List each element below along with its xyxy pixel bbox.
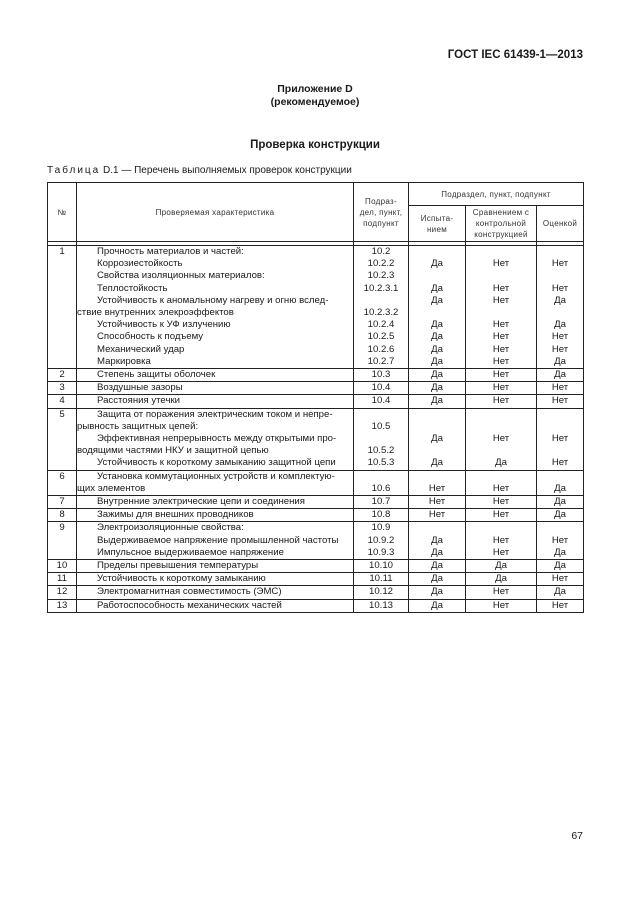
- row-number: 7: [48, 496, 77, 509]
- row-number: 3: [48, 382, 77, 395]
- table-row: [48, 470, 584, 495]
- subsection-value: 10.2.3.1: [363, 282, 399, 294]
- characteristic-line: Теплостойкость: [97, 282, 168, 294]
- comparison-value: Нет: [492, 331, 510, 343]
- row-number: 9: [48, 522, 77, 560]
- test-cell: [409, 369, 466, 382]
- comparison-value: Нет: [492, 534, 510, 546]
- characteristic-cell: [77, 509, 354, 522]
- assessment-value: Да: [554, 482, 566, 494]
- subsection-value: 10.10: [368, 560, 393, 572]
- characteristic-line: Зажимы для внешних проводников: [97, 509, 254, 521]
- test-value: Да: [431, 433, 443, 445]
- subsection-value: [354, 409, 408, 421]
- test-value: Да: [431, 319, 443, 331]
- assessment-value: Да: [554, 586, 566, 598]
- characteristic-line: щих элементов: [77, 482, 146, 494]
- subsection-cell: [354, 369, 409, 382]
- assessment-value: Да: [554, 496, 566, 508]
- subsection-value: 10.4: [371, 382, 391, 394]
- test-cell: [409, 395, 466, 408]
- subsection-value: 10.5: [371, 420, 391, 432]
- characteristic-line: Устойчивость к аномальному нагреву и огню вслед-: [97, 294, 329, 306]
- characteristic-line: Маркировка: [97, 355, 151, 367]
- row-number: 5: [48, 408, 77, 470]
- comparison-value: Нет: [492, 599, 510, 611]
- test-value: Да: [431, 282, 443, 294]
- characteristic-cell: [77, 408, 354, 470]
- characteristic-line: ствие внутренних элекроэффектов: [77, 307, 234, 319]
- characteristic-cell: [77, 382, 354, 395]
- comparison-value: [466, 307, 536, 319]
- comparison-value: Нет: [492, 395, 510, 407]
- subsection-cell: [354, 395, 409, 408]
- test-cell: [409, 408, 466, 470]
- comparison-cell: [466, 369, 537, 382]
- characteristic-line: водящими частями НКУ и защитной цепью: [77, 445, 269, 457]
- comparison-cell: [466, 408, 537, 470]
- subsection-value: 10.5.3: [367, 457, 395, 469]
- subsection-value: 10.7: [371, 496, 391, 508]
- assessment-value: Нет: [551, 331, 569, 343]
- assessment-value: Да: [554, 369, 566, 381]
- test-cell: [409, 586, 466, 599]
- assessment-cell: [537, 496, 584, 509]
- test-value: Да: [431, 382, 443, 394]
- table-caption-label: D.1 — Перечень выполняемых проверок конструкции: [103, 165, 352, 176]
- test-cell: [409, 382, 466, 395]
- row-number: 8: [48, 509, 77, 522]
- characteristic-line: Эффективная непрерывность между открытыми про-: [97, 433, 337, 445]
- appendix-subtitle: (рекомендуемое): [270, 96, 360, 108]
- comparison-value: Нет: [492, 382, 510, 394]
- characteristic-cell: [77, 246, 354, 369]
- subsection-cell: [354, 470, 409, 495]
- test-value: Да: [431, 343, 443, 355]
- characteristic-line: Работоспособность механических частей: [97, 599, 282, 611]
- assessment-cell: [537, 560, 584, 573]
- test-value: [409, 246, 465, 258]
- characteristic-line: Свойства изоляционных материалов:: [97, 270, 265, 282]
- subsection-value: 10.2.6: [367, 343, 395, 355]
- comparison-value: Нет: [492, 496, 510, 508]
- assessment-value: [537, 409, 583, 421]
- test-value: [409, 421, 465, 433]
- row-number: 4: [48, 395, 77, 408]
- test-value: Да: [431, 457, 443, 469]
- table-row: [48, 246, 584, 369]
- assessment-cell: [537, 522, 584, 560]
- characteristic-line: Устойчивость к короткому замыканию защитной цепи: [97, 457, 336, 469]
- test-value: Да: [431, 355, 443, 367]
- subsection-cell: [354, 573, 409, 586]
- assessment-value: [537, 471, 583, 483]
- test-value: Да: [431, 369, 443, 381]
- assessment-value: Нет: [551, 282, 569, 294]
- characteristic-cell: [77, 522, 354, 560]
- comparison-value: Нет: [492, 509, 510, 521]
- subsection-value: 10.4: [371, 395, 391, 407]
- subsection-cell: [354, 382, 409, 395]
- row-number: 11: [48, 573, 77, 586]
- subsection-value: 10.6: [371, 482, 391, 494]
- characteristic-line: Импульсное выдерживаемое напряжение: [97, 546, 284, 558]
- header-subsection: Подраз-дел, пункт, подпункт: [354, 183, 409, 242]
- assessment-value: Да: [554, 509, 566, 521]
- assessment-cell: [537, 470, 584, 495]
- assessment-value: Да: [554, 319, 566, 331]
- comparison-cell: [466, 599, 537, 612]
- subsection-value: 10.11: [369, 573, 393, 585]
- subsection-value: 10.2: [371, 246, 391, 257]
- test-value: Нет: [428, 496, 446, 508]
- table-row: [48, 522, 584, 560]
- comparison-cell: [466, 395, 537, 408]
- test-value: Да: [431, 560, 443, 572]
- test-value: Да: [431, 258, 443, 270]
- subsection-value: 10.13: [368, 599, 393, 611]
- comparison-value: Нет: [492, 282, 510, 294]
- test-cell: [409, 496, 466, 509]
- table-row: [48, 560, 584, 573]
- assessment-cell: [537, 586, 584, 599]
- subsection-cell: [354, 522, 409, 560]
- characteristic-line: Коррозиестойкость: [97, 258, 183, 270]
- test-cell: [409, 246, 466, 369]
- test-cell: [409, 599, 466, 612]
- test-value: [409, 522, 465, 534]
- comparison-value: Нет: [492, 258, 510, 270]
- test-value: [409, 409, 465, 421]
- row-number: 2: [48, 369, 77, 382]
- characteristic-cell: [77, 395, 354, 408]
- characteristic-line: Расстояния утечки: [97, 395, 180, 407]
- comparison-cell: [466, 496, 537, 509]
- assessment-value: [537, 307, 583, 319]
- assessment-value: [537, 522, 583, 534]
- characteristic-line: Способность к подъему: [97, 331, 204, 343]
- assessment-value: Нет: [551, 258, 569, 270]
- subsection-value: 10.2.3: [367, 270, 395, 282]
- row-number: 12: [48, 586, 77, 599]
- table-row: [48, 586, 584, 599]
- subsection-value: 10.8: [371, 509, 391, 521]
- test-value: [409, 307, 465, 319]
- verification-table: [47, 182, 584, 613]
- comparison-cell: [466, 522, 537, 560]
- comparison-cell: [466, 382, 537, 395]
- assessment-value: Нет: [551, 433, 569, 445]
- row-number: 10: [48, 560, 77, 573]
- assessment-value: [537, 270, 583, 282]
- assessment-cell: [537, 382, 584, 395]
- characteristic-line: Механический удар: [97, 343, 185, 355]
- row-number: 6: [48, 470, 77, 495]
- characteristic-cell: [77, 470, 354, 495]
- comparison-cell: [466, 246, 537, 369]
- comparison-cell: [466, 470, 537, 495]
- table-header: [48, 183, 584, 242]
- characteristic-cell: [77, 586, 354, 599]
- header-test: Испыта-нием: [409, 206, 466, 242]
- characteristic-line: Установка коммутационных устройств и комплектую-: [97, 470, 335, 482]
- characteristic-line: Внутренние электрические цепи и соединения: [97, 496, 305, 508]
- test-value: [409, 471, 465, 483]
- comparison-value: [466, 270, 536, 282]
- assessment-value: Нет: [551, 599, 569, 611]
- comparison-value: Нет: [492, 343, 510, 355]
- comparison-value: [466, 421, 536, 433]
- comparison-value: [466, 246, 536, 258]
- table-row: [48, 382, 584, 395]
- page-number: 67: [571, 830, 583, 842]
- header-characteristic: Проверяемая характеристика: [77, 183, 354, 242]
- comparison-value: Нет: [492, 433, 510, 445]
- test-value: Да: [431, 573, 443, 585]
- characteristic-line: Устойчивость к УФ излучению: [97, 319, 231, 331]
- table-caption-prefix: Таблица: [47, 165, 101, 176]
- characteristic-cell: [77, 369, 354, 382]
- test-cell: [409, 573, 466, 586]
- assessment-value: Нет: [551, 395, 569, 407]
- comparison-value: [466, 471, 536, 483]
- test-value: Да: [431, 546, 443, 558]
- assessment-value: Нет: [551, 382, 569, 394]
- subsection-value: [354, 471, 408, 483]
- test-value: Да: [431, 294, 443, 306]
- characteristic-line: Воздушные зазоры: [97, 382, 183, 394]
- comparison-value: Да: [495, 573, 507, 585]
- table-row: [48, 369, 584, 382]
- header-comparison: Сравнением с контрольной конструкцией: [466, 206, 537, 242]
- subsection-value: 10.2.2: [367, 258, 395, 270]
- comparison-value: Нет: [492, 319, 510, 331]
- test-value: Да: [431, 395, 443, 407]
- characteristic-line: Электроизоляционные свойства:: [97, 522, 244, 534]
- table-row: [48, 496, 584, 509]
- test-cell: [409, 509, 466, 522]
- table-row: [48, 395, 584, 408]
- test-value: Нет: [428, 509, 446, 521]
- comparison-value: Нет: [492, 586, 510, 598]
- subsection-cell: [354, 560, 409, 573]
- appendix-heading: [0, 83, 630, 109]
- test-value: [409, 445, 465, 457]
- test-value: Да: [431, 599, 443, 611]
- comparison-value: Да: [495, 560, 507, 572]
- assessment-cell: [537, 509, 584, 522]
- characteristic-cell: [77, 599, 354, 612]
- subsection-value: [354, 433, 408, 445]
- assessment-value: Да: [554, 355, 566, 367]
- subsection-value: 10.9.3: [367, 546, 395, 558]
- row-number: 13: [48, 599, 77, 612]
- subsection-value: 10.2.4: [367, 319, 395, 331]
- table-row: [48, 408, 584, 470]
- subsection-cell: [354, 586, 409, 599]
- assessment-value: Да: [554, 294, 566, 306]
- characteristic-cell: [77, 573, 354, 586]
- comparison-cell: [466, 586, 537, 599]
- table-row: [48, 599, 584, 612]
- subsection-value: [354, 295, 408, 307]
- test-value: [409, 270, 465, 282]
- comparison-value: Нет: [492, 369, 510, 381]
- assessment-value: Нет: [551, 534, 569, 546]
- subsection-value: 10.2.3.2: [363, 306, 399, 318]
- subsection-cell: [354, 599, 409, 612]
- subsection-value: 10.2.5: [367, 331, 395, 343]
- comparison-value: Нет: [492, 355, 510, 367]
- characteristic-line: рывность защитных цепей:: [77, 420, 199, 432]
- header-num: №: [48, 183, 77, 242]
- subsection-cell: [354, 509, 409, 522]
- assessment-value: Да: [554, 546, 566, 558]
- comparison-value: [466, 445, 536, 457]
- test-cell: [409, 470, 466, 495]
- header-assessment: Оценкой: [537, 206, 584, 242]
- comparison-cell: [466, 560, 537, 573]
- assessment-value: [537, 445, 583, 457]
- assessment-cell: [537, 246, 584, 369]
- characteristic-line: Выдерживаемое напряжение промышленной частоты: [97, 534, 339, 546]
- characteristic-line: Прочность материалов и частей:: [97, 246, 244, 257]
- row-number: 1: [48, 246, 77, 369]
- characteristic-line: Устойчивость к короткому замыканию: [97, 573, 266, 585]
- subsection-value: 10.9.2: [367, 534, 395, 546]
- comparison-value: Нет: [492, 482, 510, 494]
- subsection-value: 10.2.7: [367, 355, 395, 367]
- assessment-value: [537, 421, 583, 433]
- comparison-value: Нет: [492, 294, 510, 306]
- assessment-cell: [537, 369, 584, 382]
- subsection-cell: [354, 496, 409, 509]
- characteristic-cell: [77, 560, 354, 573]
- test-cell: [409, 522, 466, 560]
- test-value: Да: [431, 331, 443, 343]
- assessment-value: [537, 246, 583, 258]
- assessment-value: Да: [554, 560, 566, 572]
- comparison-cell: [466, 509, 537, 522]
- assessment-value: Нет: [551, 343, 569, 355]
- assessment-cell: [537, 573, 584, 586]
- assessment-cell: [537, 395, 584, 408]
- comparison-value: Да: [495, 457, 507, 469]
- appendix-title: Приложение D: [277, 83, 353, 95]
- test-cell: [409, 560, 466, 573]
- test-value: Да: [431, 586, 443, 598]
- comparison-cell: [466, 573, 537, 586]
- characteristic-line: Защита от поражения электрическим током и непре-: [97, 408, 333, 420]
- table-body: [48, 242, 584, 613]
- table-caption: [47, 165, 352, 176]
- test-value: Да: [431, 534, 443, 546]
- standard-code: ГОСТ IEC 61439-1—2013: [447, 49, 583, 61]
- comparison-value: [466, 409, 536, 421]
- subsection-value: 10.12: [368, 586, 393, 598]
- test-value: Нет: [428, 482, 446, 494]
- section-title: Проверка конструкции: [250, 139, 380, 151]
- characteristic-line: Пределы превышения температуры: [97, 560, 259, 572]
- assessment-cell: [537, 408, 584, 470]
- assessment-value: Нет: [551, 573, 569, 585]
- assessment-cell: [537, 599, 584, 612]
- table-row: [48, 509, 584, 522]
- comparison-value: Нет: [492, 546, 510, 558]
- subsection-cell: [354, 408, 409, 470]
- subsection-value: 10.9: [371, 522, 391, 534]
- table-row: [48, 573, 584, 586]
- subsection-value: 10.5.2: [367, 445, 395, 457]
- characteristic-cell: [77, 496, 354, 509]
- comparison-value: [466, 522, 536, 534]
- assessment-value: Нет: [551, 457, 569, 469]
- header-group: Подраздел, пункт, подпункт: [409, 183, 584, 206]
- characteristic-line: Степень защиты оболочек: [97, 369, 216, 381]
- subsection-value: 10.3: [371, 369, 391, 381]
- characteristic-line: Электромагнитная совместимость (ЭМС): [97, 586, 282, 598]
- subsection-cell: [354, 246, 409, 369]
